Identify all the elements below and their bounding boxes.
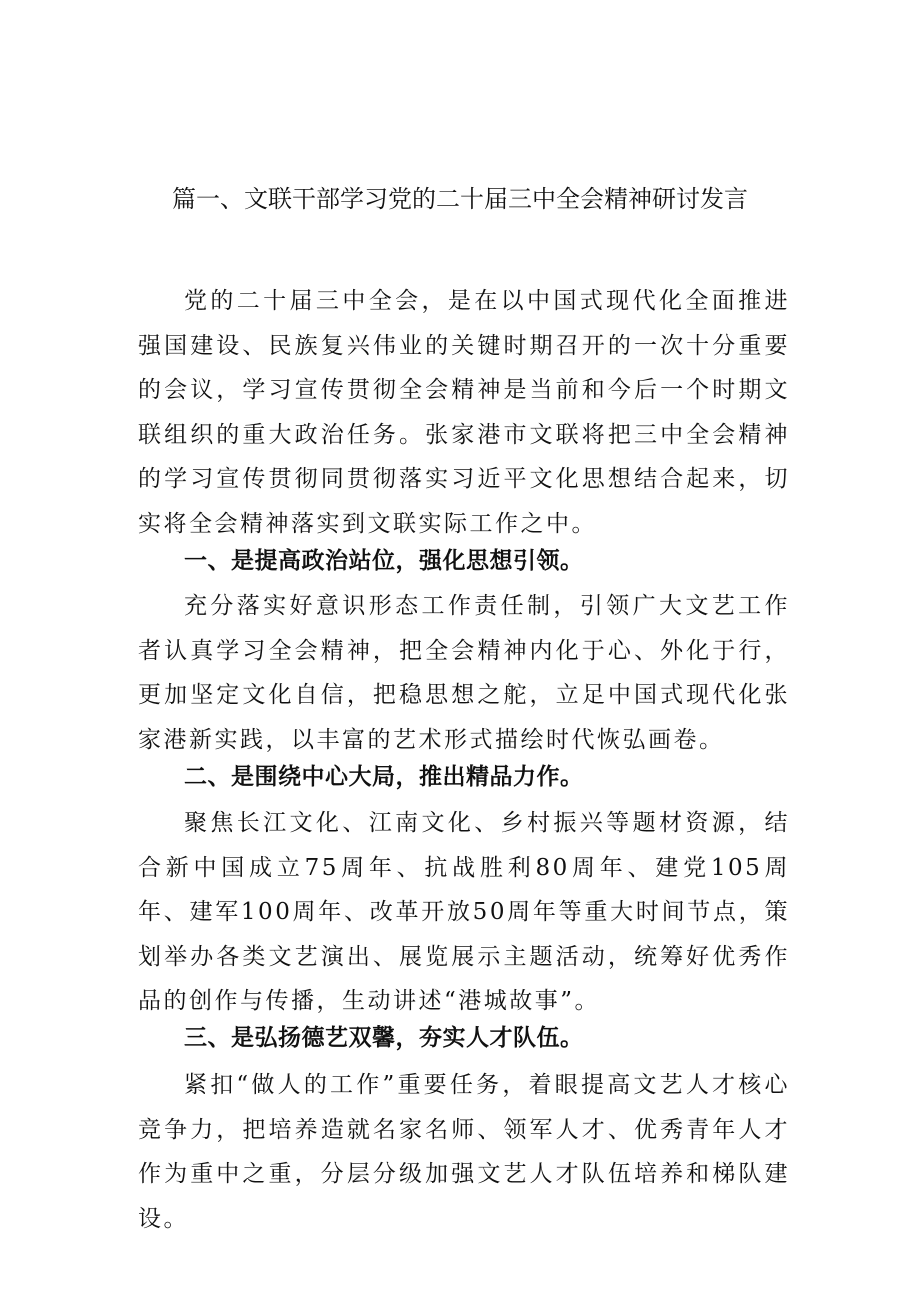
intro-paragraph: 党的二十届三中全会，是在以中国式现代化全面推进强国建设、民族复兴伟业的关键时期召开的一次十分重要的会议，学习宣传贯彻全会精神是当前和今后一个时期文联组织的重大政治任务。张家港市文联将把三中全会精神的学习宣传贯彻同贯彻落实习近平文化思想结合起来，切实将全会精神落实到文联实际工作之中。	[138, 288, 790, 537]
section-3-heading: 三、是弘扬德艺双馨，夯实人才队伍。	[184, 1025, 584, 1051]
section-1-heading: 一、是提高政治站位，强化思想引领。	[184, 548, 584, 574]
section-2-body: 聚焦长江文化、江南文化、乡村振兴等题材资源，结合新中国成立75周年、抗战胜利80周年、建党105周年、建军100周年、改革开放50周年等重大时间节点，策划举办各类文艺演出、展览展示主题活动，统筹好优秀作品的创作与传播，生动讲述“港城故事”。	[138, 810, 790, 1014]
document-title: 篇一、文联干部学习党的二十届三中全会精神研讨发言	[172, 185, 748, 213]
section-2-heading: 二、是围绕中心大局，推出精品力作。	[184, 764, 584, 790]
section-1-body: 充分落实好意识形态工作责任制，引领广大文艺工作者认真学习全会精神，把全会精神内化于心、外化于行，更加坚定文化自信，把稳思想之舵，立足中国式现代化张家港新实践，以丰富的艺术形式描绘时代恢弘画卷。	[138, 593, 790, 753]
section-3-body: 紧扣“做人的工作”重要任务，着眼提高文艺人才核心竞争力，把培养造就名家名师、领军人才、优秀青年人才作为重中之重，分层分级加强文艺人才队伍培养和梯队建设。	[138, 1072, 790, 1232]
